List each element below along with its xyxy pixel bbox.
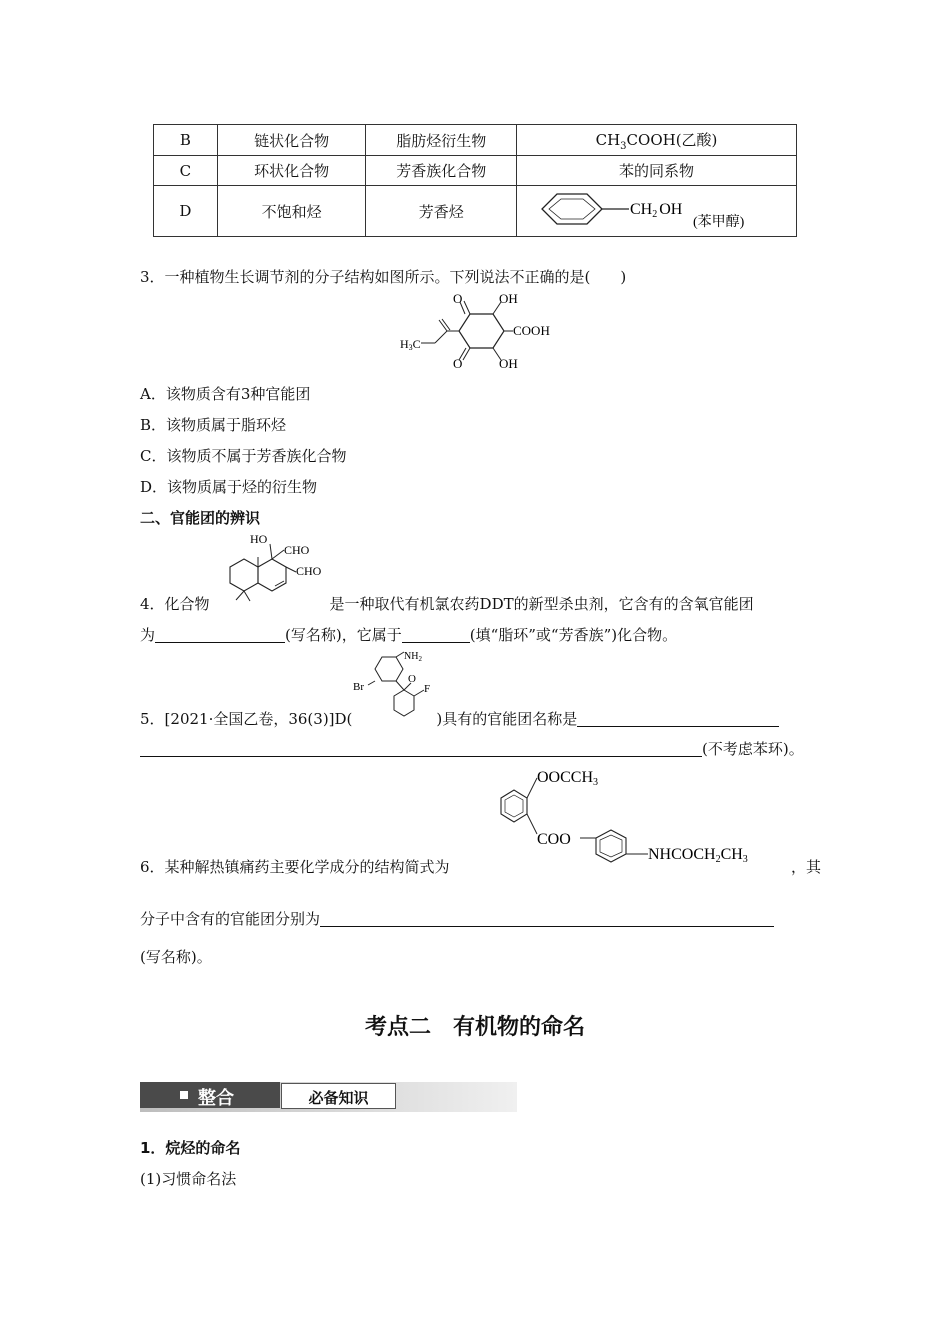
row-letter: D (154, 186, 218, 237)
row-example: $CH_3COOH$(乙酸) (517, 125, 797, 156)
answer-blank[interactable] (402, 626, 470, 643)
answer-blank[interactable] (155, 626, 285, 643)
q4-line1: 4．化合物 是一种取代有机氯农药DDT的新型杀虫剂，它含有的含氧官能团 (140, 595, 754, 613)
svg-text:OH: OH (499, 291, 518, 306)
svg-text:Br: Br (353, 681, 364, 693)
svg-text:COO: COO (537, 831, 571, 848)
section-banner (140, 1082, 517, 1112)
svg-text:O: O (453, 291, 463, 306)
q6-structure (488, 758, 788, 876)
answer-blank[interactable] (140, 740, 702, 757)
svg-text:CHO: CHO (296, 564, 322, 578)
q3-option-c: C．该物质不属于芳香族化合物 (140, 447, 347, 465)
q3-stem: 3．一种植物生长调节剂的分子结构如图所示。下列说法不正确的是( ) (140, 268, 627, 286)
svg-text:OOCCH3: OOCCH3 (537, 769, 599, 788)
svg-text:COOH: COOH (513, 323, 550, 338)
q6-line1: 6．某种解热镇痛药主要化学成分的结构简式为 (140, 858, 450, 876)
subsection-1: 1．烷烃的命名 (140, 1139, 241, 1157)
table-row (154, 186, 797, 237)
svg-text:OH: OH (499, 356, 518, 371)
row-class: 链状化合物 (217, 125, 366, 156)
svg-text:NHCOCH2CH3: NHCOCH2CH3 (648, 846, 748, 865)
svg-text:HO: HO (250, 532, 268, 546)
table-row (154, 156, 797, 186)
q5-line2: (不考虑苯环)。 (140, 738, 804, 759)
row-category: 芳香烃 (366, 186, 517, 237)
row-letter: C (154, 156, 218, 186)
answer-blank[interactable] (577, 710, 779, 727)
q5-line1: 5．[2021·全国乙卷，36(3)]D( )具有的官能团名称是 (140, 708, 779, 729)
q6-line1-end: ，其 (791, 858, 822, 876)
q3-structure (395, 290, 560, 372)
answer-blank[interactable] (320, 910, 774, 927)
row-letter: B (154, 125, 218, 156)
q6-line2: 分子中含有的官能团分别为 (140, 908, 774, 929)
section-title: 考点二 有机物的命名 (364, 1015, 585, 1040)
svg-text:(苯甲醇): (苯甲醇) (693, 215, 745, 230)
svg-text:CH2OH: CH2 OH (630, 201, 683, 220)
row-category: 芳香族化合物 (366, 156, 517, 186)
svg-text:F: F (424, 683, 431, 695)
section-heading-2: 二、官能团的辨识 (140, 509, 261, 527)
svg-text:O: O (453, 356, 463, 371)
benzyl-alcohol-structure (517, 186, 787, 232)
banner-left: 整合 (140, 1082, 280, 1108)
banner-right: 必备知识 (281, 1083, 396, 1109)
q3-option-b: B．该物质属于脂环烃 (140, 416, 287, 434)
svg-text:NH2: $NH_2$ (404, 651, 422, 663)
q4-line2: 为 (写名称)，它属于 (填“脂环”或“芳香族”)化合物。 (140, 626, 678, 644)
row-example (517, 186, 797, 237)
row-category: 脂肪烃衍生物 (366, 125, 517, 156)
row-example: 苯的同系物 (517, 156, 797, 186)
options-table (153, 124, 797, 237)
svg-text:H3C: H3C (400, 337, 421, 352)
svg-text:O: O (408, 673, 416, 685)
row-class: 不饱和烃 (217, 186, 366, 237)
svg-text:CHO: CHO (284, 543, 310, 557)
table-row (154, 125, 797, 156)
q3-option-a: A．该物质含有3种官能团 (140, 385, 311, 403)
q6-line3: (写名称)。 (140, 948, 212, 966)
subsection-1-1: (1)习惯命名法 (140, 1170, 237, 1188)
square-bullet-icon (180, 1091, 188, 1099)
row-class: 环状化合物 (217, 156, 366, 186)
q3-option-d: D．该物质属于烃的衍生物 (140, 478, 318, 496)
